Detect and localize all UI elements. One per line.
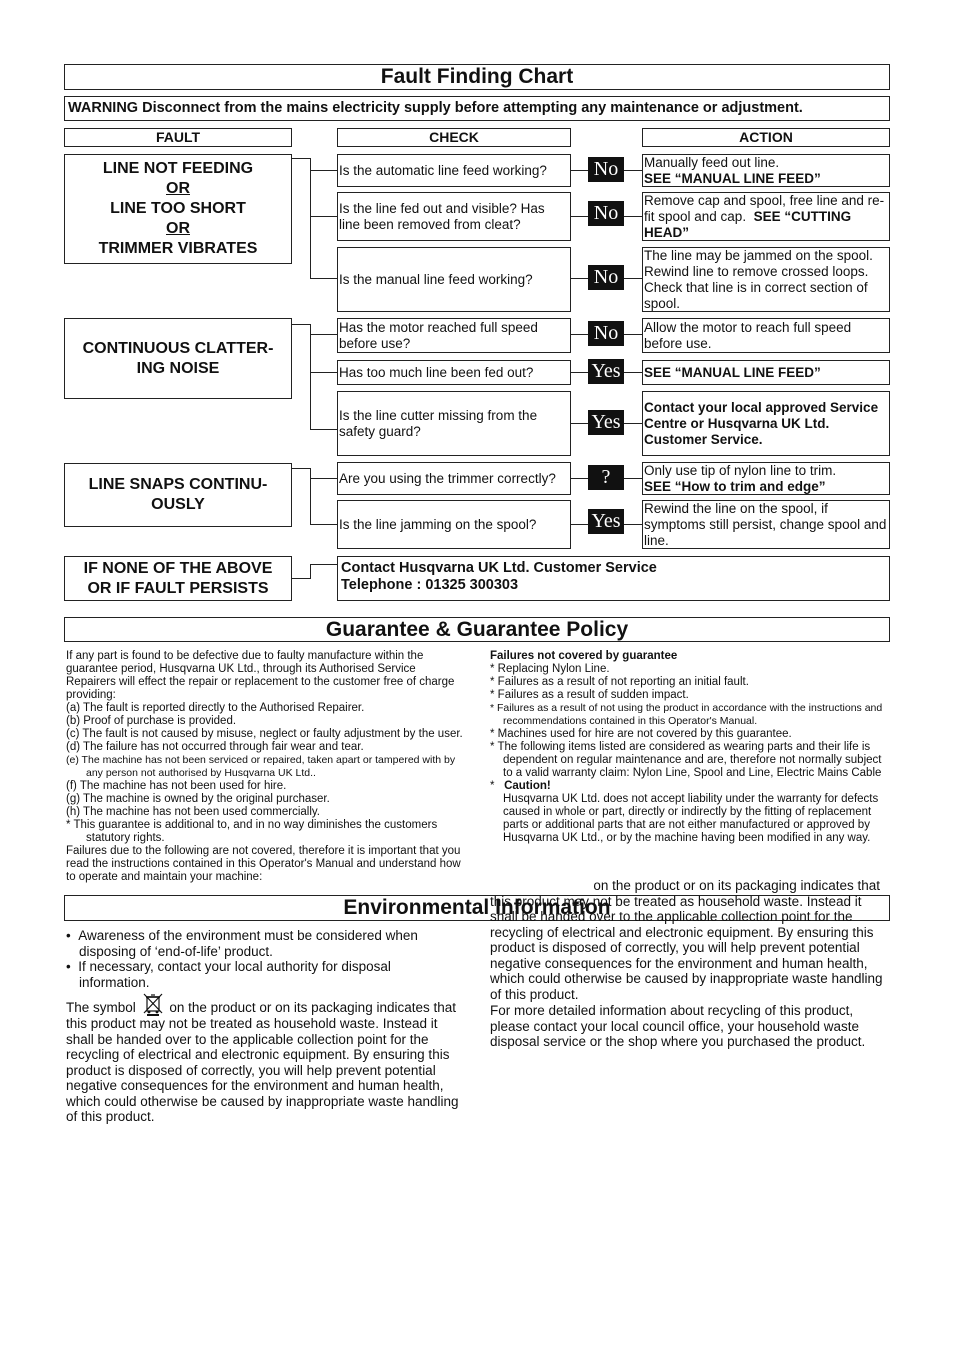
failure-item: * Replacing Nylon Line. [490, 663, 610, 675]
guarantee-condition: (g) The machine is owned by the original purchaser. [66, 793, 330, 805]
answer-badge: Yes [588, 509, 624, 534]
fault-text: TRIMMER VIBRATES [98, 240, 258, 257]
connector-line [310, 564, 337, 565]
connector-line [310, 278, 337, 279]
failure-item: * Failures as a result of not reporting an initial fault. [490, 676, 749, 688]
connector-line [310, 372, 337, 373]
connector-line [310, 468, 311, 525]
connector-line [292, 468, 310, 469]
answer-badge: ? [588, 465, 624, 490]
check-cell: Is the line fed out and visible? Has line been removed from cleat? [337, 192, 571, 241]
fault-text: OR IF FAULT PERSISTS [87, 579, 269, 597]
environment-more-info [490, 1003, 890, 1050]
guarantee-condition: (a) The fault is reported directly to the Authorised Repairer. [66, 702, 365, 714]
guarantee-right-column: Failures not covered by guarantee * Replacing Nylon Line. * Failures as a result of not reporting an initial fault. * Failures as a result of sudden impact. * Failures as a result of not using the product in accordance with the instructions and recommendations contained in this Operator's Manual. * Machines used for hire are not covered by this guarantee. * The following items listed are considered as wearing parts and their life is dependent on regular maintenance and are, therefore not normally subject to a valid warranty claim: Nylon Line, Spool and Line, Electric Mains Cable * Caution! Husqvarna UK Ltd. does not accept liability under the warranty for defects caused in whole or part, directly or indirectly by the fitting of replacement parts or additional parts that are not either manufactured or approved by Husqvarna UK Ltd., or by the machine having been modified in any way. [490, 650, 890, 845]
fault-text: LINE SNAPS CONTINU- [88, 476, 268, 493]
action-cell: Allow the motor to reach full speed before use. [642, 318, 890, 353]
header-action: ACTION [642, 128, 890, 147]
check-cell: Has too much line been fed out? [337, 360, 571, 385]
guarantee-condition: (e) The machine has not been serviced or repaired, taken apart or tampered with by any person not authorised by Husqvarna UK Ltd.. [66, 754, 456, 779]
answer-badge: No [588, 265, 624, 290]
fault-box-line-snaps [64, 463, 292, 527]
guarantee-intro: If any part is found to be defective due to faulty manufacture within the guarantee period, Husqvarna UK Ltd., through its Authorised Service Repairers will effect the repair or replacement to the customer free of charge providing: [66, 650, 455, 701]
connector-line [310, 564, 311, 579]
fault-box-clattering-noise [64, 318, 292, 399]
fault-text: IF NONE OF THE ABOVE [83, 559, 273, 577]
connector-line [292, 324, 310, 325]
symbol-pre-text: The symbol [66, 1000, 136, 1015]
action-cell: Rewind the line on the spool, if symptoms still persist, change spool and line. [642, 500, 890, 549]
caution-label: Caution! [504, 780, 551, 792]
fault-or: OR [166, 180, 190, 197]
action-cell: SEE “MANUAL LINE FEED” [642, 360, 890, 385]
answer-badge: Yes [588, 410, 624, 435]
connector-line [310, 216, 337, 217]
connector-line [310, 478, 337, 479]
environment-left-column: • Awareness of the environment must be considered when disposing of ‘end-of-life’ product. • If necessary, contact your local authority for disposal information. [66, 928, 418, 990]
header-check: CHECK [337, 128, 571, 147]
check-cell: Are you using the trimmer correctly? [337, 462, 571, 495]
check-cell: Is the line jamming on the spool? [337, 500, 571, 549]
fault-text: OUSLY [151, 496, 205, 513]
action-cell: Contact your local approved Service Centre or Husqvarna UK Ltd. Customer Service. [642, 391, 890, 456]
guarantee-condition: (d) The failure has not occurred through fair wear and tear. [66, 741, 364, 753]
connector-line [310, 524, 337, 525]
connector-line [310, 170, 337, 171]
fault-or: OR [166, 220, 190, 237]
guarantee-statutory: * This guarantee is additional to, and in no way diminishes the customers statutory rights. [66, 819, 438, 844]
env-bullet: If necessary, contact your local authority for disposal information. [78, 959, 391, 990]
check-cell: Is the manual line feed working? [337, 247, 571, 312]
guarantee-title: Guarantee & Guarantee Policy [64, 617, 890, 642]
recycling-info-text: For more detailed information about recycling of this product, please contact your local council office, your household waste disposal service or the shop where you purchased the product. [490, 1003, 866, 1049]
fault-chart-title: Fault Finding Chart [64, 64, 890, 90]
warning-banner: WARNING Disconnect from the mains electricity supply before attempting any maintenance or adjustment. [64, 96, 890, 121]
environment-symbol-text-left [66, 992, 464, 1124]
env-bullet: Awareness of the environment must be considered when disposing of ‘end-of-life’ product. [78, 928, 418, 959]
action-cell: The line may be jammed on the spool. Rewind line to remove crossed loops. Check that line is in correct section of spool. [642, 247, 890, 312]
header-fault: FAULT [64, 128, 292, 147]
action-cell: Manually feed out line. SEE “MANUAL LINE FEED” [642, 154, 890, 187]
answer-badge: No [588, 201, 624, 226]
connector-line [310, 429, 337, 430]
guarantee-condition: (b) Proof of purchase is provided. [66, 715, 237, 727]
action-cell: Only use tip of nylon line to trim. SEE “How to trim and edge” [642, 462, 890, 495]
answer-badge: Yes [588, 359, 624, 384]
contact-line: Contact Husqvarna UK Ltd. Customer Service [341, 560, 657, 576]
wheelie-bin-crossed-icon [140, 992, 166, 1016]
failure-item: * Machines used for hire are not covered by this guarantee. [490, 728, 792, 740]
failure-item: * Failures as a result of sudden impact. [490, 689, 689, 701]
connector-line [292, 158, 310, 159]
connector-line [292, 578, 310, 579]
fault-box-line-not-feeding [64, 154, 292, 264]
guarantee-condition: (h) The machine has not been used commercially. [66, 806, 320, 818]
fault-text: CONTINUOUS CLATTER- [82, 339, 274, 357]
contact-phone: Telephone : 01325 300303 [341, 577, 519, 593]
connector-line [310, 324, 311, 430]
fault-box-none-of-above [64, 556, 292, 601]
check-cell: Is the line cutter missing from the safety guard? [337, 391, 571, 456]
answer-badge: No [588, 157, 624, 182]
guarantee-condition: (c) The fault is not caused by misuse, neglect or faulty adjustment by the user. [66, 728, 463, 740]
failure-item: * Failures as a result of not using the product in accordance with the instructions and recommendations contained in this Operator's Manual. [490, 702, 883, 727]
fault-text: LINE TOO SHORT [110, 200, 246, 217]
environment-right-column [490, 878, 890, 1003]
action-cell: Remove cap and spool, free line and re-fit spool and cap. SEE “CUTTING HEAD” [642, 192, 890, 241]
fault-text: ING NOISE [136, 359, 220, 377]
contact-box [337, 556, 890, 601]
failure-item: * The following items listed are considered as wearing parts and their life is dependent on regular maintenance and are, therefore not normally subject to a valid warranty claim: Nylon Line, Spool and Line, Electric Mains Cable [490, 741, 882, 779]
failures-heading: Failures not covered by guarantee [490, 650, 678, 662]
fault-text: LINE NOT FEEDING [102, 160, 254, 177]
connector-line [310, 334, 337, 335]
guarantee-condition: (f) The machine has not been used for hire. [66, 780, 287, 792]
connector-line [310, 158, 311, 279]
symbol-post-text-continued: on the product or on its packaging indicates that this product may not be treated as household waste. Instead it shall be handed over to the applicable collection point for the recycling of electrical and electronic equipment. By ensuring this product is disposed of correctly, you will help prevent potential negative consequences for the environment and human health, which could otherwise be caused by inappropriate waste handling of this product. [490, 878, 883, 1002]
caution-text: Husqvarna UK Ltd. does not accept liability under the warranty for defects caused in whole or part, directly or indirectly by the fitting of replacement parts or additional parts that are not either manufactured or approved by Husqvarna UK Ltd., or by the machine having been modified in any way. [503, 793, 879, 844]
answer-badge: No [588, 321, 624, 346]
symbol-post-text: on the product or on its packaging indicates that this product may not be treated as household waste. Instead it shall be handed over to the applicable collection point for the recycling of electrical and electronic equipment. By ensuring this product is disposed of correctly, you will help prevent potential negative consequences for the environment and human health, which could otherwise be caused by inappropriate waste handling of this product. [66, 1000, 459, 1124]
check-cell: Is the automatic line feed working? [337, 154, 571, 187]
environment-title: Environmental Information [64, 895, 890, 921]
check-cell: Has the motor reached full speed before use? [337, 318, 571, 353]
guarantee-left-column [66, 650, 466, 884]
guarantee-failures-intro: Failures due to the following are not covered, therefore it is important that you read the instructions contained in this Operator's Manual and understand how to operate and maintain your machine: [66, 845, 461, 883]
